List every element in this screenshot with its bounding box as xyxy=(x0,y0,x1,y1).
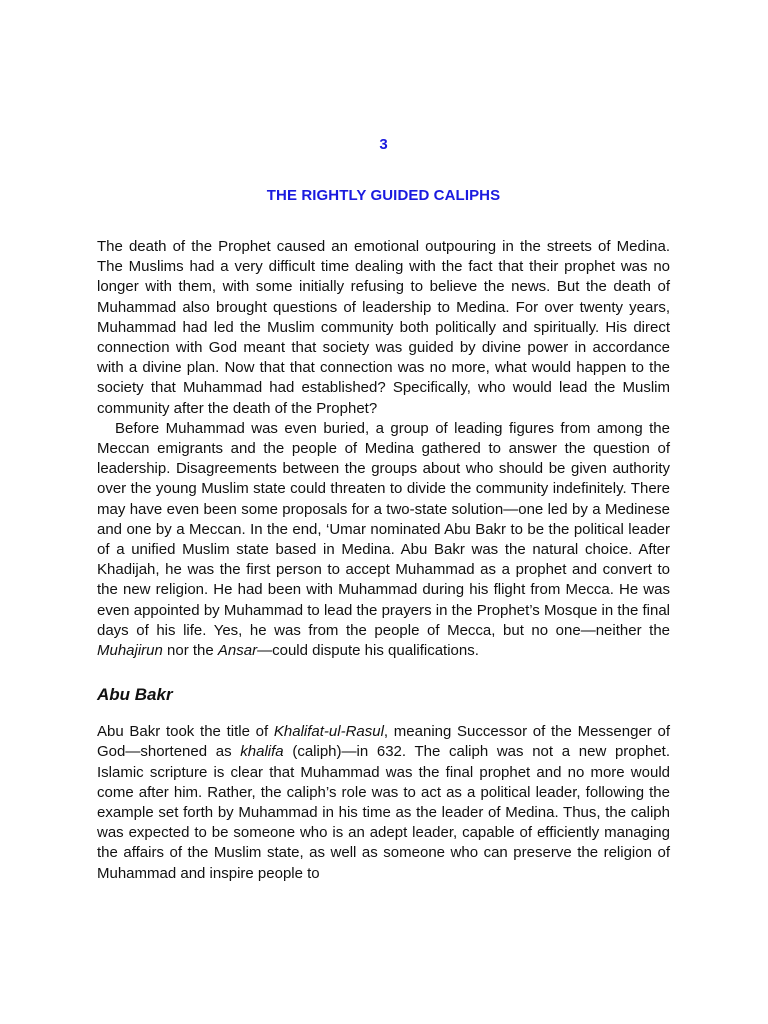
chapter-title: THE RIGHTLY GUIDED CALIPHS xyxy=(266,187,501,204)
paragraph-1: The death of the Prophet caused an emotional outpouring in the streets of Medina. The Muslims had a very difficult time dealing with the fact that their prophet was no longer with them, with some initially refusing to believe the news. But the death of Muhammad also brought questions of leadership to Medina. For over twenty years, Muhammad had led the Muslim community both politically and spiritually. His direct connection with God meant that society was guided by divine power in accordance with a divine plan. Now that that connection was no more, what would happen to the society that Muhammad had established? Specifically, who would lead the Muslim community after the death of the Prophet? xyxy=(97,238,670,417)
section-paragraph-text-a: Abu Bakr took the title of xyxy=(97,723,274,741)
section-paragraph-1 xyxy=(97,722,670,884)
paragraph-2-text-b: nor the xyxy=(162,642,218,660)
section-heading: Abu Bakr xyxy=(97,685,173,705)
section-paragraph-text-c: (caliph)—in 632. The caliph was not a new prophet. Islamic scripture is clear that Muhammad was the final prophet and no more would come after him. Rather, the caliph’s role was to act as a political leader, following the example set forth by Muhammad in his time as the leader of Medina. Thus, the caliph was expected to be someone who is an adept leader, capable of efficiently managing the affairs of the Muslim state, as well as someone who can preserve the religion of Muhammad and inspire people to xyxy=(97,743,670,882)
term-ansar: Ansar xyxy=(217,642,258,660)
paragraph-2-text-a: Before Muhammad was even buried, a group of leading figures from among the Meccan emigrants and the people of Medina gathered to answer the question of leadership. Disagreements between the groups about who should be given authority over the young Muslim state could threaten to divide the community indefinitely. There may have even been some proposals for a two-state solution—one led by a Medinese and one by a Meccan. In the end, ‘Umar nominated Abu Bakr to be the political leader of a unified Muslim state based in Medina. Abu Bakr was the natural choice. After Khadijah, he was the first person to accept Muhammad as a prophet and convert to the new religion. He had been with Muhammad during his flight from Mecca. He was even appointed by Muhammad to lead the prayers in the Prophet’s Mosque in the final days of his life. Yes, he was from the people of Mecca, but no one—neither the xyxy=(97,419,670,639)
section-paragraph-text-b: , meaning Successor of the Messenger of God—shortened as xyxy=(97,723,671,761)
body-text xyxy=(97,237,670,884)
chapter-number: 3 xyxy=(379,136,388,153)
paragraph-2-text-c: —could dispute his qualifications. xyxy=(257,642,479,660)
term-khalifat-ul-rasul: Khalifat-ul-Rasul xyxy=(273,723,384,741)
term-khalifa: khalifa xyxy=(240,743,284,761)
term-muhajirun: Muhajirun xyxy=(97,642,163,660)
paragraph-2 xyxy=(97,419,670,661)
